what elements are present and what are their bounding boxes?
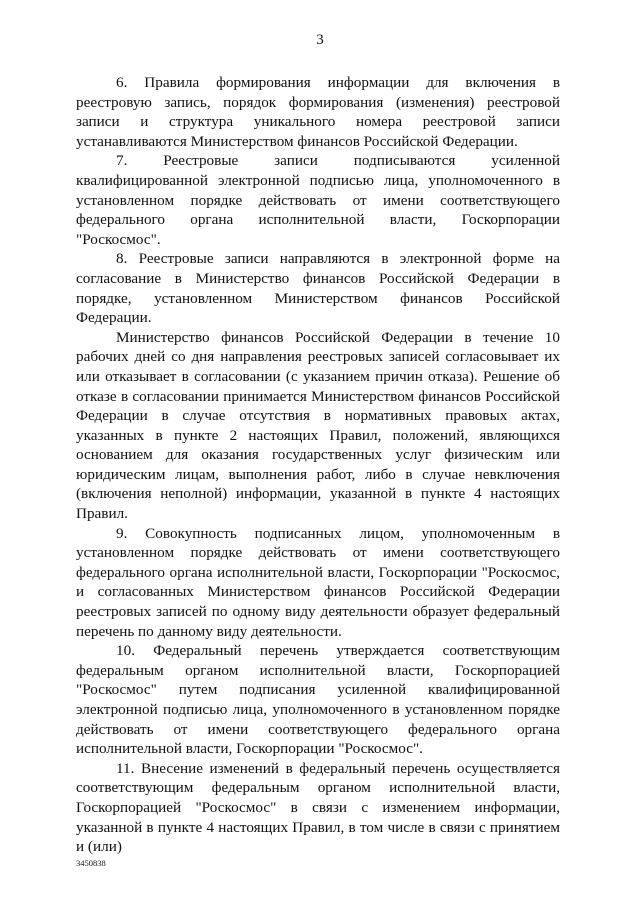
paragraph-11: 11. Внесение изменений в федеральный перечень осуществляется соответствующим федеральным органом исполнительной власти, Госкорпорацией "Роскосмос" в связи с изменением информации, указанной в пункте 4 настоящих Правил, в том числе в связи с принятием и (или) <box>76 759 560 856</box>
paragraph-8-continued: Министерство финансов Российской Федерации в течение 10 рабочих дней со дня направления реестровых записей согласовывает их или отказывает в согласовании (с указанием причин отказа). Решение об отказе в согласовании принимается Министерством финансов Российской Федерации в случае отсутствия в нормативных правовых актах, указанных в пункте 2 настоящих Правил, положений, являющихся основанием для оказания государственных услуг физическим или юридическим лицам, выполнения работ, либо в случае невключения (включения неполной) информации, указанной в пункте 4 настоящих Правил. <box>76 328 560 523</box>
paragraph-7: 7. Реестровые записи подписываются усиленной квалифицированной электронной подписью лица, уполномоченного в установленном порядке действовать от имени соответствующего федерального органа исполнительной власти, Госкорпорации "Роскосмос". <box>76 152 560 248</box>
paragraph-6: 6. Правила формирования информации для включения в реестровую запись, порядок формирования (изменения) реестровой записи и структура уникального номера реестровой записи устанавливаются Министерством финансов Российской Федерации. <box>76 74 560 150</box>
paragraph-8: 8. Реестровые записи направляются в электронной форме на согласование в Министерство финансов Российской Федерации в порядке, установленном Министерством финансов Российской Федерации. <box>76 250 560 327</box>
page-number: 3 <box>316 32 324 48</box>
document-code: 3450838 <box>76 858 106 868</box>
document-body <box>76 73 560 857</box>
paragraph-10: 10. Федеральный перечень утверждается соответствующим федеральным органом исполнительной власти, Госкорпорацией "Роскосмос" путем подписания усиленной квалифицированной электронной подписью лица, уполномоченного в установленном порядке действовать от имени соответствующего федерального органа исполнительной власти, Госкорпорации "Роскосмос". <box>76 642 560 758</box>
paragraph-9: 9. Совокупность подписанных лицом, уполномоченным в установленном порядке действовать от имени соответствующего федерального органа исполнительной власти, Госкорпорации "Роскосмос, и согласованных Министерством финансов Российской Федерации реестровых записей по одному виду деятельности образует федеральный перечень по данному виду деятельности. <box>76 524 560 640</box>
